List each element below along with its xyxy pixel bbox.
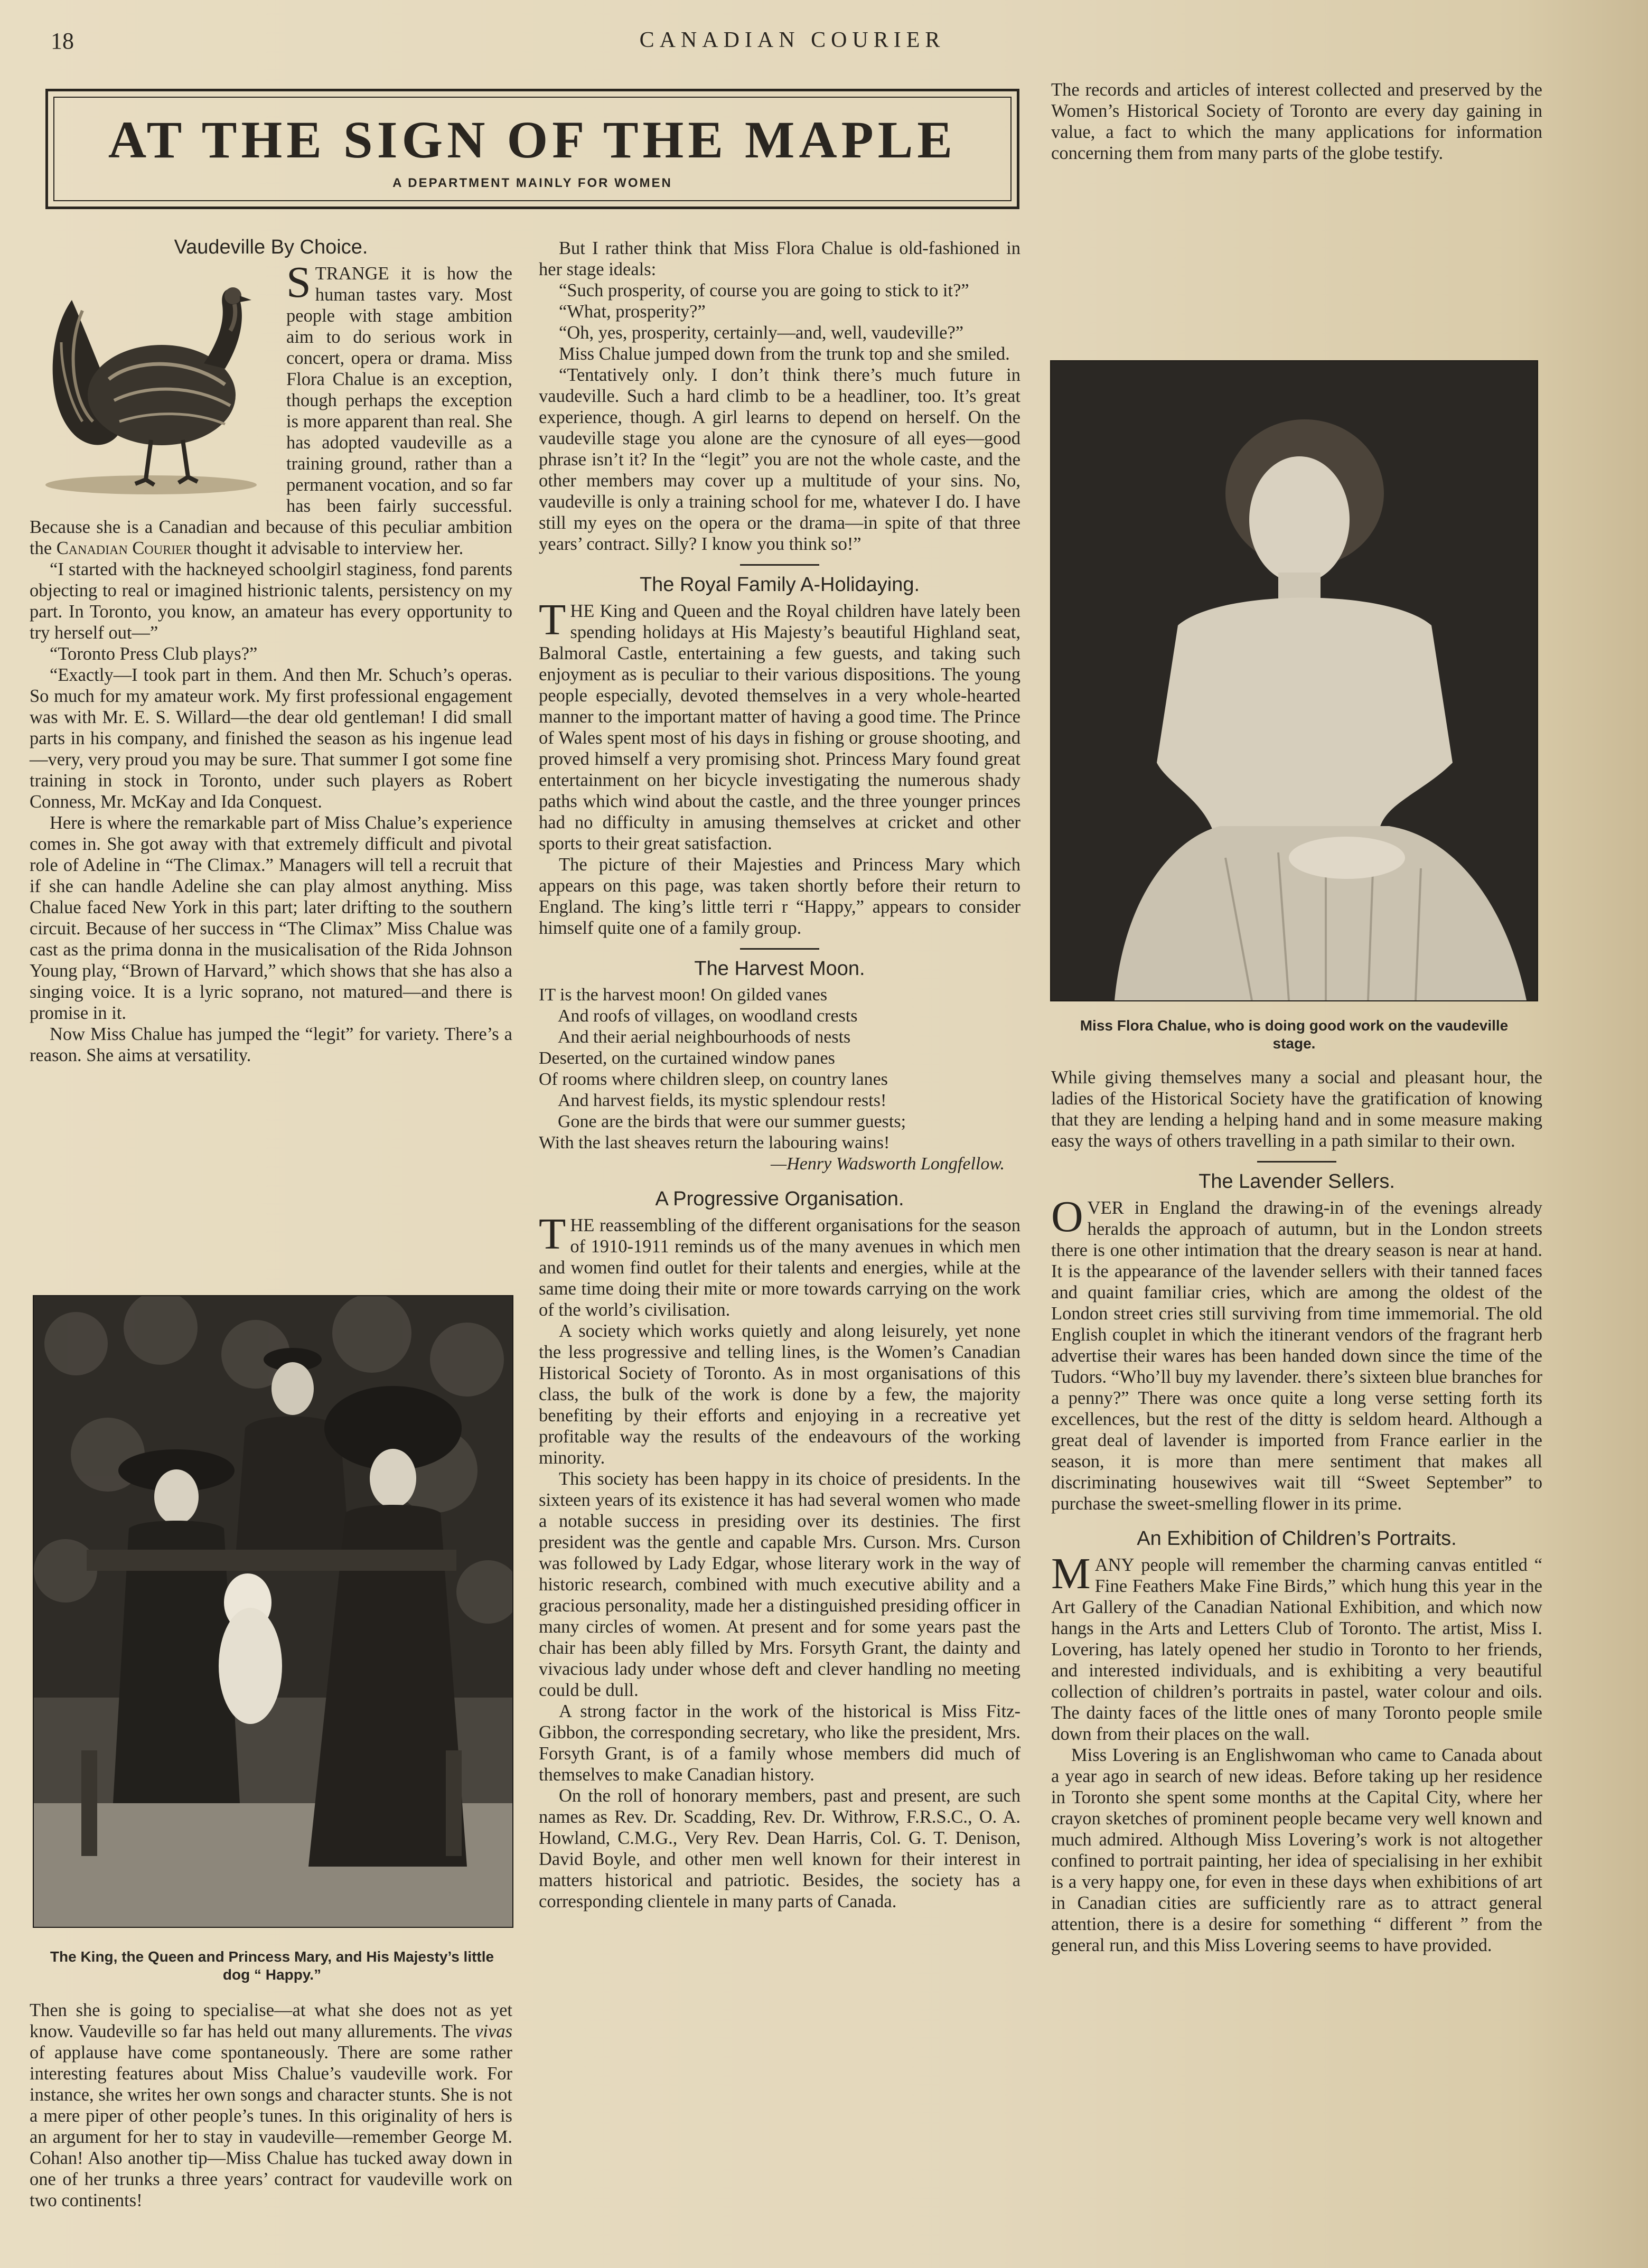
harvest-poem: IT is the harvest moon! On gilded vanes And roofs of villages, on woodland crests And their aerial neighbourhoods of nests Deserted, on the curtained window panes Of rooms where children sleep, on country lanes And harvest fields, its mystic splendour rests! Gone are the birds that were our summer guests; With the last sheaves return the labouring wains! —Henry Wadsworth Longfellow.	[539, 985, 1020, 1175]
vaudeville-paragraph: “Tentatively only. I don’t think there’s much future in vaudeville. Such a hard climb to be a headliner, too. It’s great experience, though. A girl learns to depend on herself. On the vaudeville stage you alone are the cynosure of all eyes—good phrase isn’t it? In the “legit” you are not the whole caste, and the other members may cover up a multitude of your sins. No, vaudeville is only a training school for me, whatever I do. I have still my eyes on the opera or the drama—in spite of that three years’ contract. Silly? I know you think so!”	[539, 365, 1020, 554]
exhibition-paragraph: Miss Lovering is an Englishwoman who came to Canada about a year ago in search of new ideas. Before taking up her residence in Toronto she spent some months at the Capital City, where her crayon sketches of prominent people became very well known and much admired. Although Miss Lovering’s work is not altogether confined to portrait painting, her idea of specialising in her exhibit is a very happy one, for even in these days when exhibitions of art in Canadian cities are sufficiently rare as to attract general attention, there is a desire for something “ different ” from the general run, and this Miss Lovering seems to have provided.	[1051, 1745, 1542, 1955]
lavender-dropcap: O	[1051, 1192, 1083, 1241]
progressive-heading: A Progressive Organisation.	[655, 1188, 904, 1210]
vaudeville-article-part1: Vaudeville By Choice. STRANGE it is how the human tastes vary. Most people with stage ambition aim to do serious work in concert, opera or drama. Miss Flora Chalue is an exception, though perhaps the exception is more apparent than real. She has adopted vaudeville as a training ground, rather than a permanent vocation, and so far has been fairly successful. Because she is a Canadian and because of this peculiar ambition the Canadian Courier thought it advisable to interview her. “I started with the hackneyed schoolgirl staginess, fond parents objecting to real or imagined histrionic talents, persistency on my part. In Toronto, you know, an amateur has every opportunity to try herself out—” “Toronto Press Club plays?” “Exactly—I took part in them. And then Mr. Schuch’s operas. So much for my amateur work. My first professional engagement was with Mr. E. S. Willard—the dear old gentleman! I did small parts in his company, and finished the season as his ingenue lead—very, very proud you may be sure. That summer I got some fine training in stock in Toronto, under such players as Robert Conness, Mr. McKay and Ida Conquest. Here is where the remarkable part of Miss Chalue’s experience comes in. She got away with that extremely difficult and pivotal role of Adeline in “The Climax.” Managers will tell a recruit that if she can handle Adeline she can play almost anything. Miss Chalue faced New York in this part; later drifting to the southern circuit. Because of her success in “The Climax” Miss Chalue was cast as the prima donna in the musicalisation of the Rida Johnson Young play, “Brown of Harvard,” which shows that she has also a singing voice. It is a lyric soprano, not matured—and there is promise in it. Now Miss Chalue has jumped the “legit” for variety. There’s a reason. She aims at versatility.	[30, 236, 512, 1065]
page-number: 18	[51, 28, 74, 54]
masthead-title: AT THE SIGN OF THE MAPLE	[108, 110, 957, 169]
harvest-heading: The Harvest Moon.	[694, 958, 865, 980]
royal-heading: The Royal Family A-Holidaying.	[639, 574, 920, 596]
vaudeville-paragraph: “Oh, yes, prosperity, certainly—and, well, vaudeville?”	[559, 323, 964, 343]
royal-photo-caption: The King, the Queen and Princess Mary, and His Majesty’s little dog “ Happy.”	[50, 1948, 494, 1983]
chalue-photo-caption: Miss Flora Chalue, who is doing good work on the vaudeville stage.	[1080, 1017, 1509, 1052]
vaudeville-article-part2: Then she is going to specialise—at what she does not as yet know. Vaudeville so far has held out many allurements. The vivas of applause have come spontaneously. There are some rather interesting features about Miss Chalue’s vaudeville work. For instance, she writes her own songs and character stunts. She is not a mere piper of other people’s tunes. In this originality of hers is an argument for her to stay in vaudeville—remember George M. Cohan! Also another tip—Miss Chalue has tucked away down in one of her trunks a three years’ contract for vaudeville work on two continents!	[30, 2000, 512, 2210]
flora-chalue-photo	[1050, 360, 1538, 1001]
progressive-paragraph: While giving themselves many a social and pleasant hour, the ladies of the Historical Society have the gratification of knowing that they are lending a helping hand and in some measure making easy the ways of others travelling in a path similar to their own.	[1051, 1067, 1542, 1151]
progressive-paragraph: A strong factor in the work of the historical is Miss Fitz-Gibbon, the corresponding secretary, who like the president, Mrs. Forsyth Grant, is of a family whose members did much of themselves to make Canadian history.	[539, 1701, 1020, 1785]
royal-family-photo	[33, 1295, 513, 1928]
right-column-top	[1051, 79, 1542, 164]
lavender-heading: The Lavender Sellers.	[1198, 1170, 1395, 1193]
department-masthead	[45, 89, 1019, 209]
progressive-paragraph: On the roll of honorary members, past and present, are such names as Rev. Dr. Scadding, Rev. Dr. Withrow, F.R.S.C., O. A. Howland, C.M.G., Very Rev. Dean Harris, Col. G. T. Denison, David Boyle, and other men well known for their interest in matters historical and patriotic. Besides, the society has a corresponding clientele in many parts of Canada.	[539, 1786, 1020, 1911]
progressive-paragraph: This society has been happy in its choice of presidents. In the sixteen years of its existence it has had several women who made a notable success in presiding over its destinies. The first president was the gentle and capable Mrs. Curson. Mrs. Curson was followed by Lady Edgar, whose literary work in the way of historic research, combined with much executive ability and a gracious personality, made her a distinguished presiding officer in many circles of women. At present and for some years past the chair has been ably filled by Mrs. Forsyth Grant, the dainty and vivacious lady under whose deft and clever handling no meeting could be dull.	[539, 1469, 1020, 1700]
vaudeville-heading: Vaudeville By Choice.	[174, 236, 368, 258]
masthead-subtitle: A DEPARTMENT MAINLY FOR WOMEN	[392, 176, 672, 190]
vaudeville-paragraph: “Exactly—I took part in them. And then Mr. Schuch’s operas. So much for my amateur work. My first professional engagement was with Mr. E. S. Willard—the dear old gentleman! I did small parts in his company, and finished the season as his ingenue lead—very, very proud you may be sure. That summer I got some fine training in stock in Toronto, under such players as Robert Conness, Mr. McKay and Ida Conquest.	[30, 665, 512, 812]
vaudeville-paragraph: “Toronto Press Club plays?”	[50, 644, 258, 664]
poem-attribution: —Henry Wadsworth Longfellow.	[771, 1154, 1005, 1174]
running-header: CANADIAN COURIER	[639, 28, 945, 52]
turkey-illustration	[30, 263, 278, 501]
exhibition-dropcap: M	[1051, 1549, 1091, 1598]
vaudeville-paragraph: “Such prosperity, of course you are going to stick to it?”	[559, 280, 969, 301]
royal-paragraph: The picture of their Majesties and Princess Mary which appears on this page, was taken shortly before their return to England. The king’s little terri r “Happy,” appears to consider himself quite one of a family group.	[539, 855, 1020, 938]
progressive-paragraph: The records and articles of interest collected and preserved by the Women’s Historical Society of Toronto are every day gaining in value, a fact to which the many applications for information concerning them from many parts of the globe testify.	[1051, 80, 1542, 163]
section-divider	[740, 564, 819, 566]
progressive-paragraph: A society which works quietly and along leisurely, yet none the less progressive and telling lines, is the Women’s Canadian Historical Society of Toronto. As in most organisations of this class, the bulk of the work is done by a few, the majority benefiting by their efforts and enjoying in a recreative yet profitable way the results of the endeavours of the working minority.	[539, 1321, 1020, 1468]
vaudeville-paragraph: “What, prosperity?”	[559, 302, 706, 322]
vaudeville-paragraph: “I started with the hackneyed schoolgirl staginess, fond parents objecting to real or imagined histrionic talents, persistency on my part. In Toronto, you know, an amateur has every opportunity to try herself out—”	[30, 559, 512, 643]
vaudeville-paragraph: Now Miss Chalue has jumped the “legit” for variety. There’s a reason. She aims at versatility.	[30, 1024, 512, 1065]
section-divider	[740, 948, 819, 950]
center-column: But I rather think that Miss Flora Chalue is old-fashioned in her stage ideals: “Such prosperity, of course you are going to stick to it?” “What, prosperity?” “Oh, yes, prosperity, certainly—and, well, vaudeville?” Miss Chalue jumped down from the trunk top and she smiled. “Tentatively only. I don’t think there’s much future in vaudeville. Such a hard climb to be a headliner, too. It’s great experience, though. A girl learns to depend on herself. On the vaudeville stage you alone are the cynosure of all eyes—good phrase isn’t it? In the “legit” you are not the whole caste, and the other members may cover up a multitude of your sins. No, vaudeville is only a training school for me, whatever I do. I have still my eyes on the opera or the drama—in spite of that three years’ contract. Silly? I know you think so!” The Royal Family A-Holidaying. THE King and Queen and the Royal children have lately been spending holidays at His Majesty’s beautiful Highland seat, Balmoral Castle, entertaining a few guests, and taking such enjoyment as is peculiar to their various dispositions. The young people especially, devoted themselves in a very whole-hearted manner to the important matter of having a good time. The Prince of Wales spent most of his days in fishing or grouse shooting, and proved himself a very promising shot. Princess Mary found great entertainment on her bicycle investigating the numerous shady paths which wind about the castle, and the three younger princes had no difficulty in amusing themselves at cricket and other sports to their great satisfaction. The picture of their Majesties and Princess Mary which appears on this page, was taken shortly before their return to England. The king’s little terri r “Happy,” appears to consider himself quite one of a family group. The Harvest Moon. IT is the harvest moon! On gilded vanes And roofs of villages, on woodland crests And their aerial neighbourhoods of nests Deserted, on the curtained window panes Of rooms where children sleep, on country lanes And harvest fields, its mystic splendour rests! Gone are the birds that were our summer guests; With the last sheaves return the labouring wains! —Henry Wadsworth Longfellow. A Progressive Organisation. THE reassembling of the different organisations for the season of 1910-1911 reminds us of the many avenues in which men and women find outlet for their talents and energies, while at the same time doing their mite or more towards carrying on the work of the world’s civilisation. A society which works quietly and along leisurely, yet none the less progressive and telling lines, is the Women’s Canadian Historical Society of Toronto. As in most organisations of this class, the bulk of the work is done by a few, the majority benefiting by their efforts and enjoying in a recreative yet profitable way the results of the endeavours of the working minority. This society has been happy in its choice of presidents. In the sixteen years of its existence it has had several women who made a notable success in presiding over its destinies. The first president was the gentle and capable Mrs. Curson. Mrs. Curson was followed by Lady Edgar, whose literary work in the way of historic research, combined with much executive ability and a gracious personality, made her a distinguished presiding officer in many circles of women. At present and for some years past the chair has been ably filled by Mrs. Forsyth Grant, the dainty and vivacious lady under whose deft and clever handling no meeting could be dull. A strong factor in the work of the historical is Miss Fitz-Gibbon, the corresponding secretary, who like the president, Mrs. Forsyth Grant, is of a family whose members did much of themselves to make Canadian history. On the roll of honorary members, past and present, are such names as Rev. Dr. Scadding, Rev. Dr. Withrow, F.R.S.C., O. A. Howland, C.M.G., Very Rev. Dean Harris, Col. G. T. Denison, David Boyle, and other men well known for their interest in matters historical and patriotic. Besides, the society has a corresponding clientele in many parts of Canada.	[539, 238, 1020, 1911]
royal-dropcap: T	[539, 595, 566, 644]
vaudeville-paragraph: But I rather think that Miss Flora Chalue is old-fashioned in her stage ideals:	[539, 238, 1020, 279]
exhibition-heading: An Exhibition of Children’s Portraits.	[1137, 1527, 1457, 1550]
turkey-icon	[30, 263, 278, 501]
progressive-dropcap: T	[539, 1210, 566, 1259]
vaudeville-dropcap: S	[286, 258, 311, 307]
right-column-bottom: While giving themselves many a social and pleasant hour, the ladies of the Historical Society have the gratification of knowing that they are lending a helping hand and in some measure making easy the ways of others travelling in a path similar to their own. The Lavender Sellers. OVER in England the drawing-in of the evenings already heralds the approach of autumn, but in the London streets there is one other intimation that the dreary season is near at hand. It is the appearance of the lavender sellers with their tanned faces and quaint familiar cries, which are among the oldest of the London street cries still surviving from time immemorial. The old English couplet in which the itinerant vendors of the fragrant herb advertise their wares has been handed down since the time of the Tudors. “Who’ll buy my lavender. there’s sixteen blue branches for a penny?” There was once quite a long verse setting forth its excellences, but the rest of the ditty is seldom heard. Although a great deal of lavender is imported from France earlier in the season, it is more than mere sentiment that makes all discriminating housewives wait till “Sweet September” to purchase the sweet-smelling flower in its prime. An Exhibition of Children’s Portraits. MANY people will remember the charming canvas entitled “ Fine Feathers Make Fine Birds,” which hung this year in the Art Gallery of the Canadian National Exhibition, and which now hangs in the Arts and Letters Club of Toronto. The artist, Miss I. Lovering, has lately opened her studio in Toronto to her friends, and interested individuals, and is exhibiting a very beautiful collection of children’s portraits in pastel, water colour and oils. The dainty faces of the little ones of many Toronto people smile down from their places on the wall. Miss Lovering is an Englishwoman who came to Canada about a year ago in search of new ideas. Before taking up her residence in Toronto she spent some months at the Capital City, where her crayon sketches of prominent people became very well known and much admired. Although Miss Lovering’s work is not altogether confined to portrait painting, her idea of specialising in her exhibit is a very happy one, for even in these days when exhibitions of art in Canadian cities are sufficiently rare as to attract general attention, there is a desire for something “ different ” from the general run, and this Miss Lovering seems to have provided.	[1051, 1067, 1542, 1955]
section-divider	[1257, 1161, 1336, 1163]
vaudeville-paragraph: Here is where the remarkable part of Miss Chalue’s experience comes in. She got away with that extremely difficult and pivotal role of Adeline in “The Climax.” Managers will tell a recruit that if she can handle Adeline she can play almost anything. Miss Chalue faced New York in this part; later drifting to the southern circuit. Because of her success in “The Climax” Miss Chalue was cast as the prima donna in the musicalisation of the Rida Johnson Young play, “Brown of Harvard,” which shows that she has also a singing voice. It is a lyric soprano, not matured—and there is promise in it.	[30, 813, 512, 1023]
vaudeville-paragraph: Miss Chalue jumped down from the trunk top and she smiled.	[559, 344, 1010, 364]
